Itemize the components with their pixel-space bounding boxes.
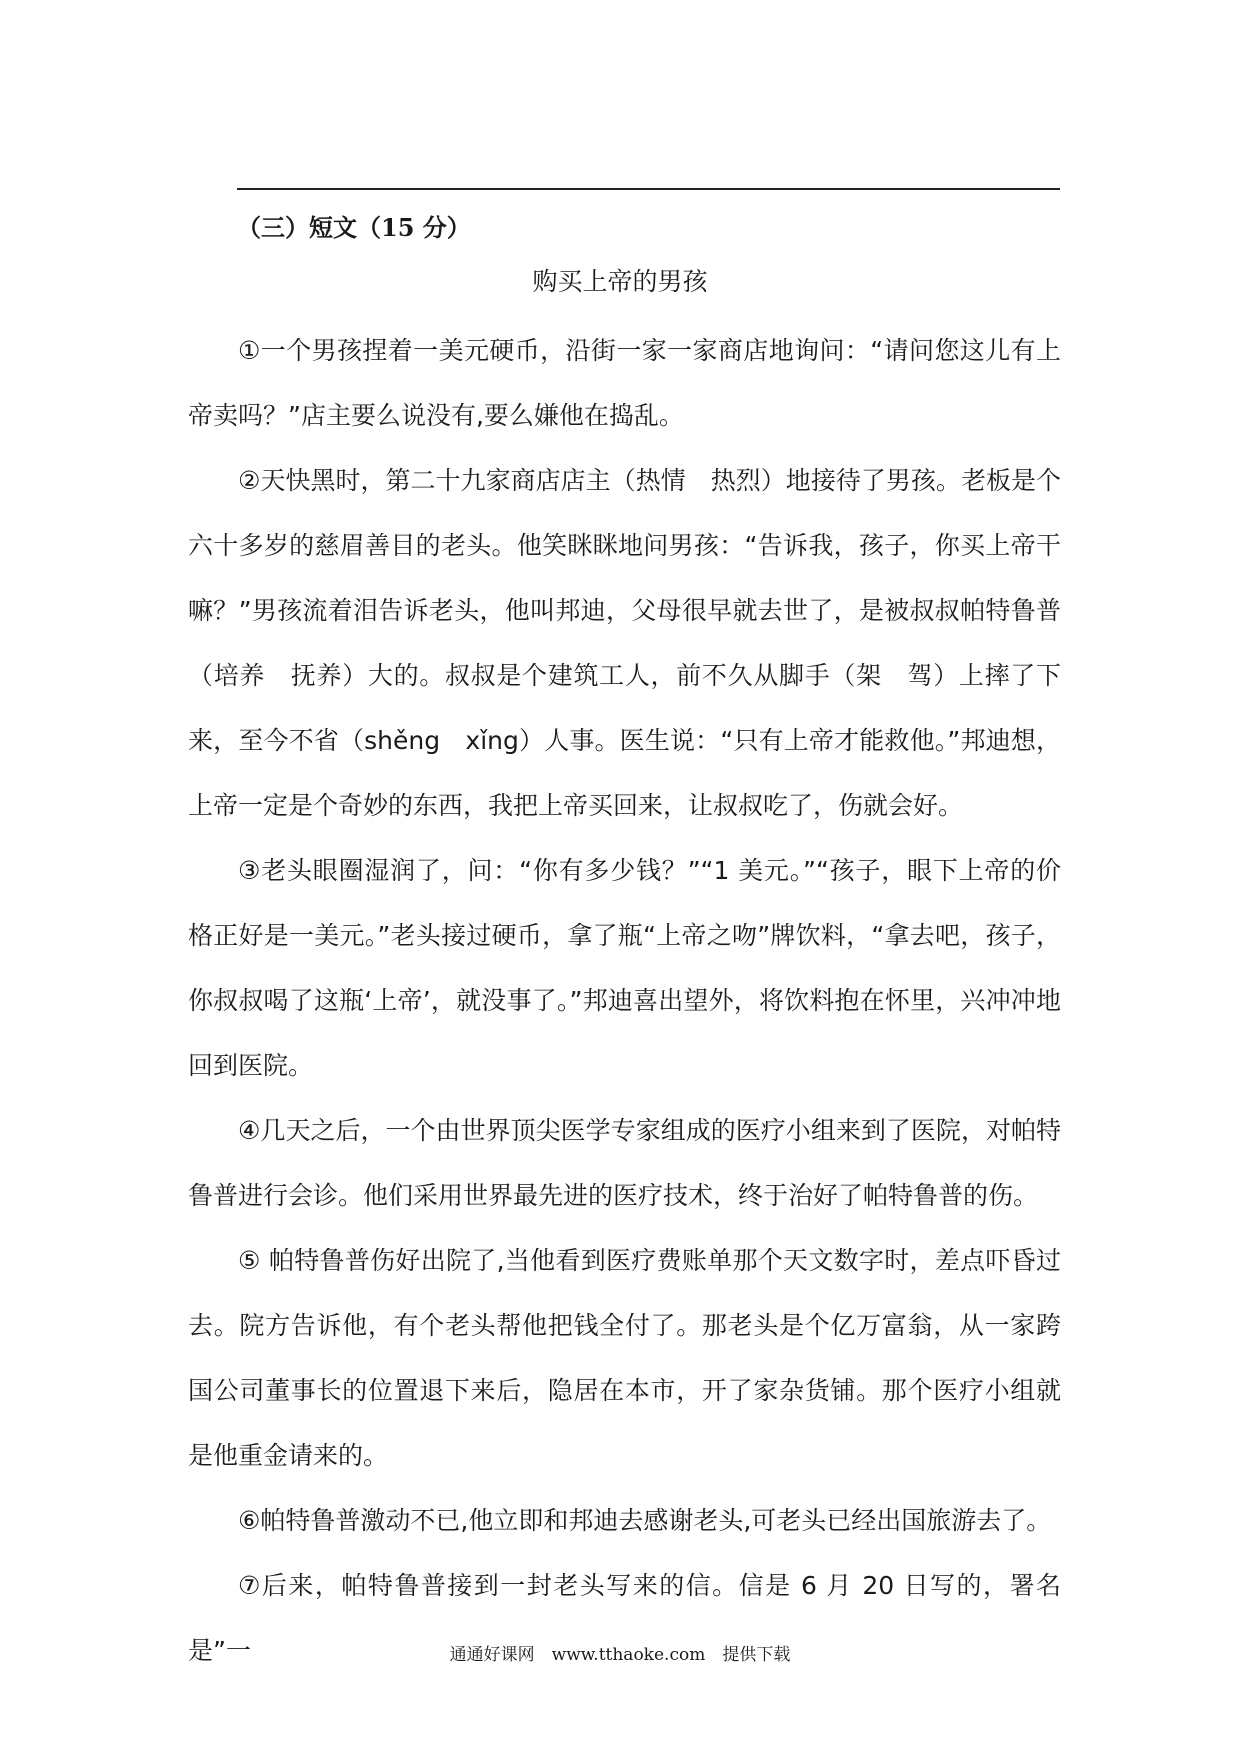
paragraph-2: ②天快黑时，第二十九家商店店主（热情 热烈）地接待了男孩。老板是个六十多岁的慈眉善目的老头。他笑眯眯地问男孩：“告诉我，孩子，你买上帝干嘛？”男孩流着泪告诉老头，他叫邦迪，父母很早就去世了，是被叔叔帕特鲁普（培养 抚养）大的。叔叔是个建筑工人，前不久从脚手（架 驾）上摔了下来，至今不省（shěng xǐng）人事。医生说：“只有上帝才能救他。”邦迪想，上帝一定是个奇妙的东西，我把上帝买回来，让叔叔吃了，伤就会好。 [188, 466, 1061, 820]
header-rule [237, 188, 1060, 190]
page-footer: 通通好课网 www.tthaoke.com 提供下载 [449, 1645, 791, 1665]
paragraph-1: ①一个男孩捏着一美元硬币，沿街一家一家商店地询问：“请问您这儿有上帝卖吗？”店主要么说没有,要么嫌他在捣乱。 [188, 336, 1061, 430]
paragraph-7: ⑦后来，帕特鲁普接到一封老头写来的信。信是 6 月 20 日写的，署名是”一 [188, 1571, 1061, 1665]
article-body [188, 318, 1061, 1683]
section-heading: （三）短文（15 分） [237, 213, 471, 242]
paragraph-4: ④几天之后，一个由世界顶尖医学专家组成的医疗小组来到了医院，对帕特鲁普进行会诊。他们采用世界最先进的医疗技术，终于治好了帕特鲁普的伤。 [188, 1116, 1061, 1210]
article-title: 购买上帝的男孩 [532, 267, 708, 296]
paragraph-6: ⑥帕特鲁普激动不已,他立即和邦迪去感谢老头,可老头已经出国旅游去了。 [238, 1506, 1052, 1535]
paragraph-3: ③老头眼圈湿润了，问：“你有多少钱？”“1 美元。”“孩子，眼下上帝的价格正好是一美元。”老头接过硬币，拿了瓶“上帝之吻”牌饮料，“拿去吧，孩子，你叔叔喝了这瓶‘上帝’，就没事了。”邦迪喜出望外，将饮料抱在怀里，兴冲冲地回到医院。 [188, 856, 1061, 1080]
paragraph-5: ⑤ 帕特鲁普伤好出院了,当他看到医疗费账单那个天文数字时，差点吓昏过去。院方告诉他，有个老头帮他把钱全付了。那老头是个亿万富翁，从一家跨国公司董事长的位置退下来后，隐居在本市，开了家杂货铺。那个医疗小组就是他重金请来的。 [188, 1246, 1061, 1470]
